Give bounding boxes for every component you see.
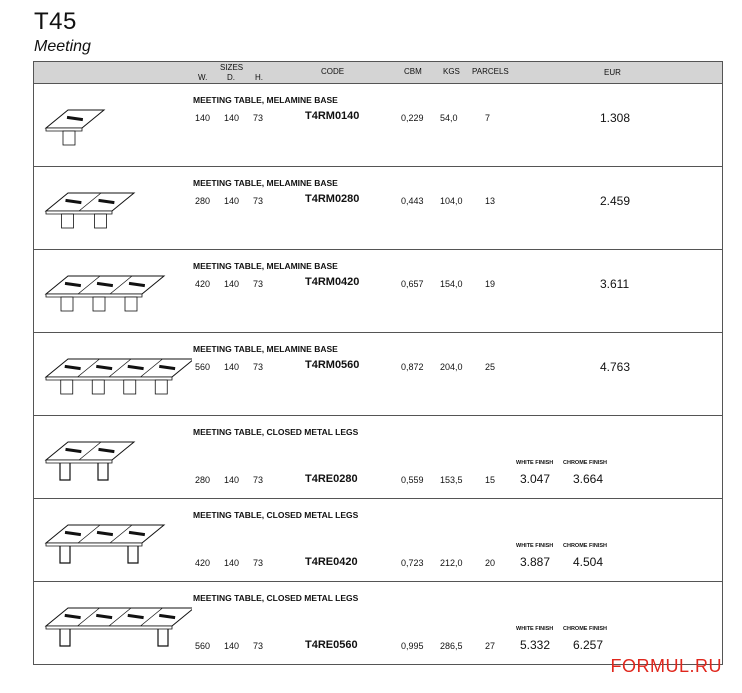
price-white-finish: 3.047 xyxy=(520,472,551,486)
price-eur: 4.763 xyxy=(600,360,631,374)
white-finish-label: WHITE FINISH xyxy=(516,460,554,466)
cbm-value: 0,723 xyxy=(401,558,424,568)
size-width: 420 xyxy=(195,558,211,568)
header-kgs: KGS xyxy=(443,67,460,76)
header-cbm: CBM xyxy=(404,67,422,76)
table-drawing-icon xyxy=(42,254,192,328)
parcels-value: 15 xyxy=(485,475,496,485)
header-sizes: SIZES xyxy=(220,63,244,72)
chrome-finish-label: CHROME FINISH xyxy=(563,626,607,632)
size-width: 560 xyxy=(195,641,211,651)
size-width: 280 xyxy=(195,196,211,206)
watermark: FORMUL.RU xyxy=(610,656,722,676)
table-row xyxy=(34,582,722,664)
page-title: T45 xyxy=(34,8,77,35)
header-depth: D. xyxy=(227,73,235,82)
size-width: 420 xyxy=(195,279,211,289)
product-description: MEETING TABLE, CLOSED METAL LEGS xyxy=(193,427,359,437)
product-description: MEETING TABLE, MELAMINE BASE xyxy=(193,178,338,188)
product-code: T4RM0420 xyxy=(305,276,360,288)
size-width: 280 xyxy=(195,475,211,485)
header-width: W. xyxy=(198,73,208,82)
size-depth: 140 xyxy=(224,196,240,206)
price-chrome-finish: 4.504 xyxy=(573,555,604,569)
size-depth: 140 xyxy=(224,558,240,568)
table-row xyxy=(34,167,722,250)
product-description: MEETING TABLE, MELAMINE BASE xyxy=(193,261,338,271)
header-parcels: PARCELS xyxy=(472,67,509,76)
size-height: 73 xyxy=(253,196,264,206)
price-eur: 2.459 xyxy=(600,194,631,208)
table-row xyxy=(34,416,722,499)
cbm-value: 0,229 xyxy=(401,113,424,123)
size-depth: 140 xyxy=(224,641,240,651)
product-description: MEETING TABLE, CLOSED METAL LEGS xyxy=(193,593,359,603)
kgs-value: 212,0 xyxy=(440,558,463,568)
kgs-value: 104,0 xyxy=(440,196,463,206)
size-height: 73 xyxy=(253,475,264,485)
kgs-value: 54,0 xyxy=(440,113,458,123)
cbm-value: 0,559 xyxy=(401,475,424,485)
kgs-value: 204,0 xyxy=(440,362,463,372)
size-width: 560 xyxy=(195,362,211,372)
header-height: H. xyxy=(255,73,263,82)
size-depth: 140 xyxy=(224,475,240,485)
table-drawing-icon xyxy=(42,503,192,577)
table-drawing-icon xyxy=(42,586,192,660)
parcels-value: 20 xyxy=(485,558,496,568)
page-subtitle: Meeting xyxy=(34,38,91,55)
header-eur: EUR xyxy=(604,68,621,77)
table-drawing-icon xyxy=(42,420,192,494)
table-drawing-icon xyxy=(42,88,192,162)
table-row xyxy=(34,333,722,416)
price-eur: 3.611 xyxy=(600,277,630,291)
table-row xyxy=(34,84,722,167)
table-body xyxy=(34,84,722,664)
product-description: MEETING TABLE, MELAMINE BASE xyxy=(193,95,338,105)
table-drawing-icon xyxy=(42,171,192,245)
size-depth: 140 xyxy=(224,279,240,289)
kgs-value: 286,5 xyxy=(440,641,463,651)
parcels-value: 13 xyxy=(485,196,496,206)
price-table xyxy=(33,61,723,665)
white-finish-label: WHITE FINISH xyxy=(516,543,554,549)
table-header xyxy=(34,62,722,84)
product-description: MEETING TABLE, MELAMINE BASE xyxy=(193,344,338,354)
table-row xyxy=(34,499,722,582)
cbm-value: 0,872 xyxy=(401,362,424,372)
kgs-value: 154,0 xyxy=(440,279,463,289)
product-description: MEETING TABLE, CLOSED METAL LEGS xyxy=(193,510,359,520)
chrome-finish-label: CHROME FINISH xyxy=(563,460,607,466)
price-chrome-finish: 3.664 xyxy=(573,472,604,486)
product-code: T4RE0420 xyxy=(305,556,358,568)
price-white-finish: 5.332 xyxy=(520,638,551,652)
white-finish-label: WHITE FINISH xyxy=(516,626,554,632)
parcels-value: 27 xyxy=(485,641,496,651)
price-eur: 1.308 xyxy=(600,111,631,125)
product-code: T4RM0140 xyxy=(305,110,360,122)
size-height: 73 xyxy=(253,113,264,123)
parcels-value: 19 xyxy=(485,279,496,289)
size-height: 73 xyxy=(253,362,264,372)
parcels-value: 25 xyxy=(485,362,496,372)
cbm-value: 0,995 xyxy=(401,641,424,651)
table-drawing-icon xyxy=(42,337,192,411)
product-code: T4RE0560 xyxy=(305,639,358,651)
table-row xyxy=(34,250,722,333)
price-chrome-finish: 6.257 xyxy=(573,638,604,652)
cbm-value: 0,443 xyxy=(401,196,424,206)
kgs-value: 153,5 xyxy=(440,475,463,485)
size-width: 140 xyxy=(195,113,211,123)
product-code: T4RM0280 xyxy=(305,193,360,205)
size-height: 73 xyxy=(253,558,264,568)
cbm-value: 0,657 xyxy=(401,279,424,289)
product-code: T4RM0560 xyxy=(305,359,360,371)
price-white-finish: 3.887 xyxy=(520,555,551,569)
chrome-finish-label: CHROME FINISH xyxy=(563,543,607,549)
parcels-value: 7 xyxy=(485,113,491,123)
size-depth: 140 xyxy=(224,362,240,372)
size-height: 73 xyxy=(253,279,264,289)
product-code: T4RE0280 xyxy=(305,473,358,485)
size-depth: 140 xyxy=(224,113,240,123)
size-height: 73 xyxy=(253,641,264,651)
header-code: CODE xyxy=(321,67,345,76)
